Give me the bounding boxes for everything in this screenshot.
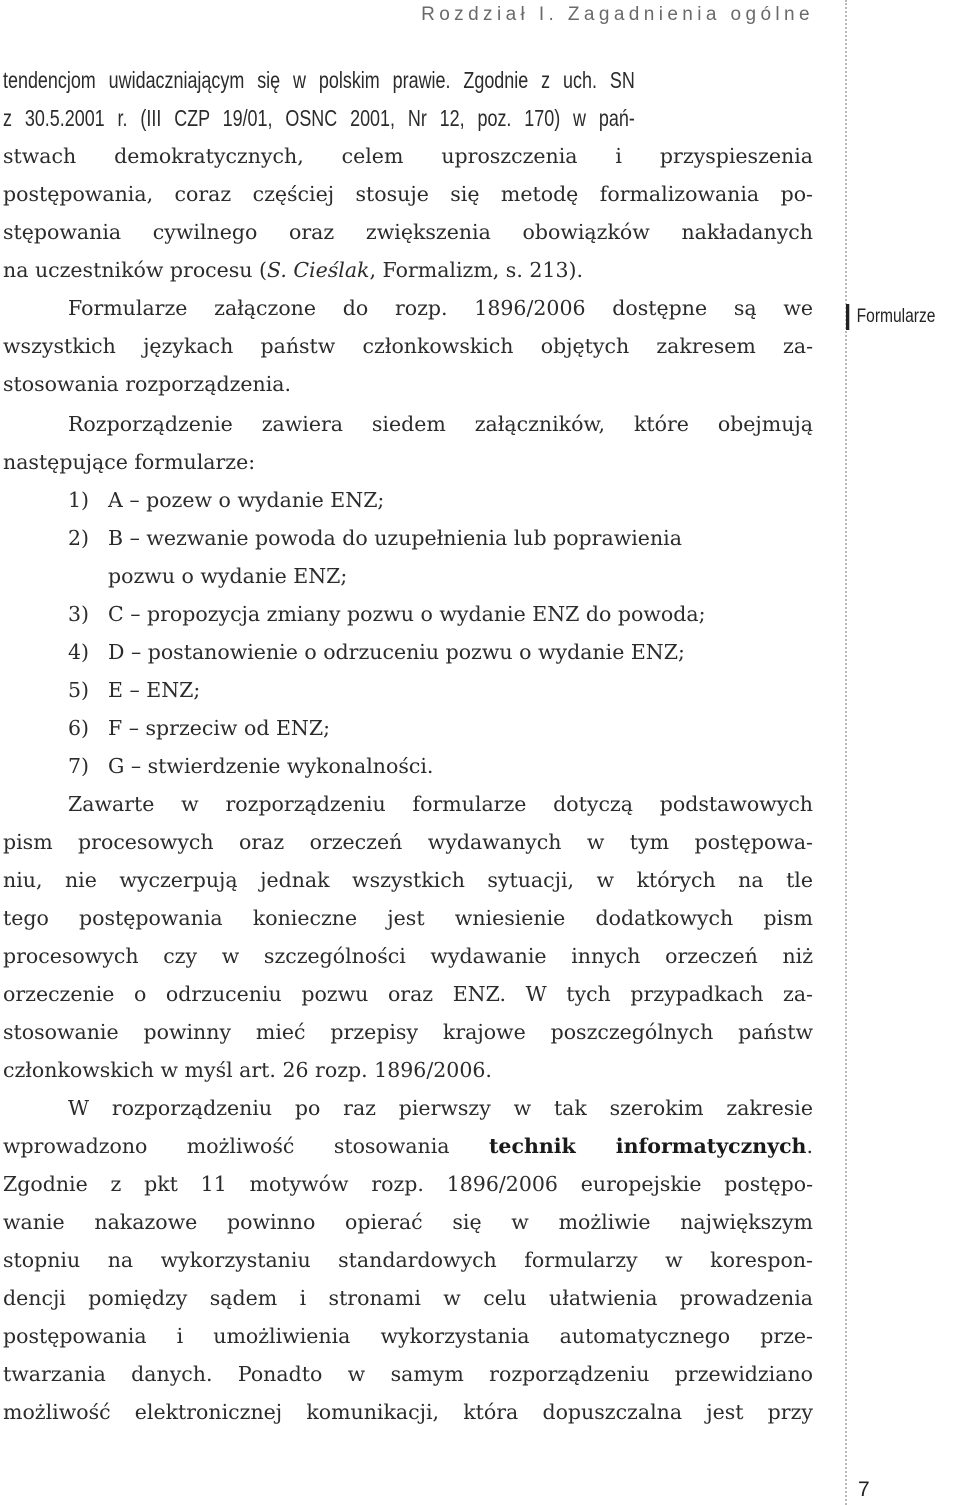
para1-text: na uczestników procesu ( — [3, 258, 268, 282]
list-item-number: 1) — [68, 488, 90, 512]
para5-line: Zgodnie z pkt 11 motywów rozp. 1896/2006 europejskie postępo- — [3, 1172, 813, 1196]
para5-line: postępowania i umożliwienia wykorzystania automatycznego prze- — [3, 1324, 813, 1348]
para4-line: stosowanie powinny mieć przepisy krajowe poszczególnych państw — [3, 1020, 813, 1044]
list-item-number: 2) — [68, 526, 90, 550]
list-item-number: 4) — [68, 640, 90, 664]
para2-line: stosowania rozporządzenia. — [3, 372, 292, 396]
list-item-text: C – propozycja zmiany pozwu o wydanie ENZ do powoda; — [108, 602, 706, 626]
bold-term: technik informatycznych — [488, 1134, 807, 1158]
para4-line: niu, nie wyczerpują jednak wszystkich sytuacji, w których na tle — [3, 868, 813, 892]
para5-line: wanie nakazowe powinno opierać się w możliwie największym — [3, 1210, 813, 1234]
para5-line: stopniu na wykorzystaniu standardowych formularzy w korespon- — [3, 1248, 813, 1272]
page-number: 7 — [858, 1478, 870, 1501]
para4-line: tego postępowania konieczne jest wniesienie dodatkowych pism — [3, 906, 813, 930]
para1-line: tendencjom uwidaczniającym się w polskim prawie. Zgodnie z uch. SN — [3, 67, 635, 93]
list-item-number: 7) — [68, 754, 90, 778]
para1-line: stwach demokratycznych, celem uproszczenia i przyspieszenia — [3, 144, 813, 168]
margin-dotted-rule — [845, 0, 847, 1505]
list-item-text: E – ENZ; — [108, 678, 201, 702]
list-item-number: 5) — [68, 678, 90, 702]
list-item-number: 6) — [68, 716, 90, 740]
para3-line: następujące formularze: — [3, 450, 256, 474]
para2-line: wszystkich językach państw członkowskich objętych zakresem za- — [3, 334, 813, 358]
author-name: S. Cieślak — [267, 258, 370, 282]
margin-note-formularze: Formularze — [846, 304, 935, 330]
para3-line: Rozporządzenie zawiera siedem załączników, które obejmują — [68, 412, 813, 436]
para5-line: możliwość elektronicznej komunikacji, która dopuszczalna jest przy — [3, 1400, 813, 1424]
para1-citation: , Formalizm, s. 213). — [369, 258, 584, 282]
list-item-text: B – wezwanie powoda do uzupełnienia lub poprawienia — [108, 526, 682, 550]
para5-text: wprowadzono możliwość stosowania — [3, 1134, 489, 1158]
running-header: Rozdział I. Zagadnienia ogólne — [421, 4, 814, 25]
para5-text: . — [806, 1134, 813, 1158]
para5-line: dencji pomiędzy sądem i stronami w celu ułatwienia prowadzenia — [3, 1286, 813, 1310]
list-item-text: F – sprzeciw od ENZ; — [108, 716, 331, 740]
para1-line — [3, 252, 813, 290]
list-item-text: A – pozew o wydanie ENZ; — [108, 488, 385, 512]
para4-line: procesowych czy w szczególności wydawanie innych orzeczeń niż — [3, 944, 813, 968]
para1-line: stępowania cywilnego oraz zwiększenia obowiązków nakładanych — [3, 220, 813, 244]
para4-line: Zawarte w rozporządzeniu formularze dotyczą podstawowych — [68, 792, 813, 816]
para1-line: postępowania, coraz częściej stosuje się metodę formalizowania po- — [3, 182, 813, 206]
para4-line: pism procesowych oraz orzeczeń wydawanych w tym postępowa- — [3, 830, 813, 854]
list-item-text: D – postanowienie o odrzuceniu pozwu o wydanie ENZ; — [108, 640, 685, 664]
para2-line: Formularze załączone do rozp. 1896/2006 dostępne są we — [68, 296, 813, 320]
para1-line: z 30.5.2001 r. (III CZP 19/01, OSNC 2001, Nr 12, poz. 170) w pań- — [3, 105, 635, 131]
para5-line: twarzania danych. Ponadto w samym rozporządzeniu przewidziano — [3, 1362, 813, 1386]
list-item-continuation: pozwu o wydanie ENZ; — [108, 564, 348, 588]
para4-line: członkowskich w myśl art. 26 rozp. 1896/2006. — [3, 1058, 492, 1082]
list-item-text: G – stwierdzenie wykonalności. — [108, 754, 434, 778]
list-item-number: 3) — [68, 602, 90, 626]
para5-line: W rozporządzeniu po raz pierwszy w tak szerokim zakresie — [68, 1096, 813, 1120]
para4-line: orzeczenie o odrzuceniu pozwu oraz ENZ. W tych przypadkach za- — [3, 982, 813, 1006]
para5-line — [3, 1128, 813, 1166]
